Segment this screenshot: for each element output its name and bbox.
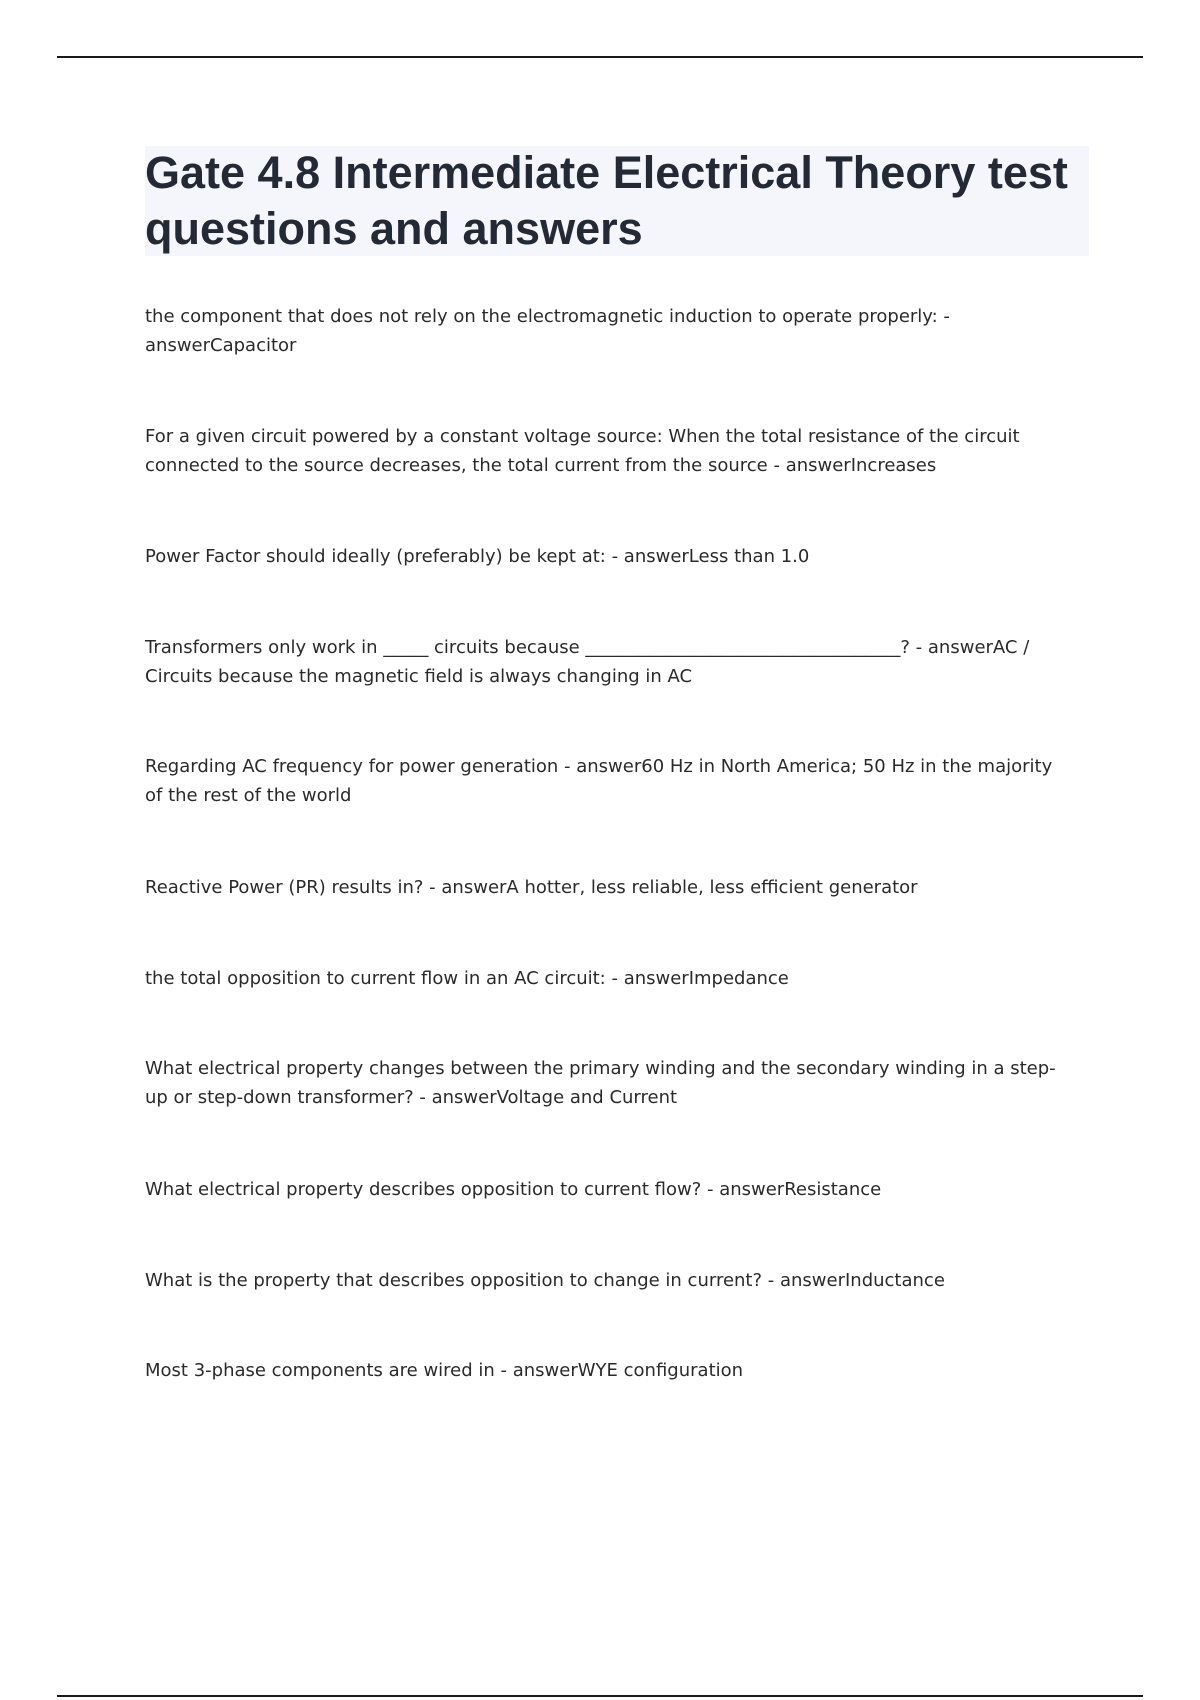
qa-item-4: Transformers only work in _____ circuits because ___________________________________? - answerAC / Circuits because the magnetic field is always changing in AC [145, 637, 1030, 687]
qa-item-8: What electrical property changes between the primary winding and the secondary winding in a step-up or step-down transformer? - answerVoltage and Current [145, 1058, 1056, 1108]
top-rule [57, 56, 1143, 58]
qa-item-10: What is the property that describes opposition to change in current? - answerInductance [145, 1270, 945, 1291]
bottom-rule [57, 1695, 1143, 1697]
qa-item-6: Reactive Power (PR) results in? - answerA hotter, less reliable, less efficient generator [145, 877, 918, 898]
qa-item-11: Most 3-phase components are wired in - answerWYE configuration [145, 1360, 744, 1381]
qa-item-1: the component that does not rely on the electromagnetic induction to operate properly: - answerCapacitor [145, 306, 950, 356]
document-title: Gate 4.8 Intermediate Electrical Theory test questions and answers [145, 147, 1068, 254]
qa-item-3: Power Factor should ideally (preferably) be kept at: - answerLess than 1.0 [145, 546, 810, 567]
qa-item-2: For a given circuit powered by a constant voltage source: When the total resistance of the circuit connected to the source decreases, the total current from the source - answerIncreases [145, 426, 1020, 476]
qa-item-5: Regarding AC frequency for power generation - answer60 Hz in North America; 50 Hz in the majority of the rest of the world [145, 756, 1053, 806]
qa-item-9: What electrical property describes opposition to current flow? - answerResistance [145, 1179, 882, 1200]
qa-item-7: the total opposition to current flow in an AC circuit: - answerImpedance [145, 968, 789, 989]
